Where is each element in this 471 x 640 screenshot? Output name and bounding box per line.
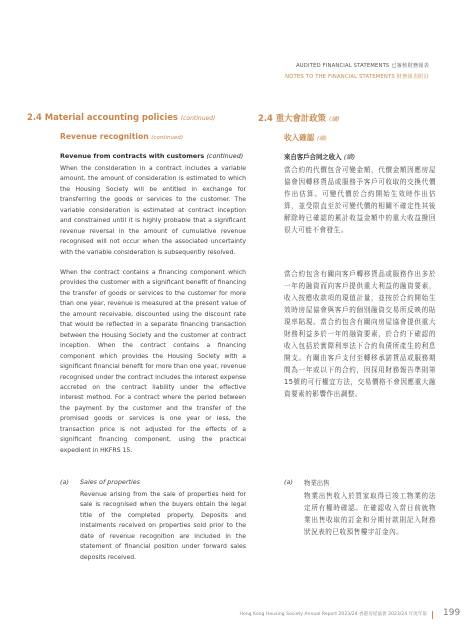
section-title-zh-suffix: (續): [328, 116, 340, 123]
topic-title-en-text: Revenue from contracts with customers: [60, 152, 205, 160]
subsection-title-zh-text: 收入確認: [284, 133, 315, 142]
topic-title-zh: [284, 152, 355, 161]
subsection-title-zh-suffix: (續): [317, 136, 327, 142]
paragraph-financing-component-zh: 當合約包含有關向客戶轉移貨品或服務作出多於一年的融資而向客戶提供重大利益的融資要素，收入按應收款項的現值計量，並按於合約開始生效時房屋協會與客戶的個別融資交易所反映的貼現率貼現。當合約包含有關向房屋協會提供重大財務利益多於一年的融資要素，於合約下確認的收入包括於實際利率法下合約負債所產生的利息開支。有關由客戶支付至轉移承諾貨品或服務期間為一年或以下的合約，因採用財務報告準則第15號的可行權宜方法，交易價格不會因應重大融資要素的影響作出調整。: [284, 270, 436, 399]
paragraph-variable-consideration-en: When the consideration in a contract includes a variable amount, the amount of consideration is estimated to which the Housing Society will be entitled in exchange for transferring the goods or services to the customer. The variable consideration is estimated at contract inception and constrained until it is highly probable that a significant revenue reversal in the amount of cumulative revenue recognised will not occur when the associated uncertainty with the variable consideration is subsequently resolved.: [60, 165, 246, 256]
item-title-sales-en: Sales of properties: [80, 478, 140, 486]
section-title-en-suffix: (continued): [180, 115, 216, 122]
section-title-zh-text: 2.4 重大會計政策: [258, 113, 327, 123]
running-header-audited: AUDITED FINANCIAL STATEMENTS 已審核財務報表: [296, 63, 429, 69]
paragraph-variable-consideration-zh: 當合約的代價包含可變金額，代價金額因應房屋協會因轉移貨品或服務予客戶可收取的交換代價作出估算。可變代價於合約開始生效時作出估算，並受限直至於可變代價的相關不確定性其後解除時已確認的累計收益金額中的重大收益撥回很大可能不會發生。: [284, 166, 436, 235]
topic-title-zh-suffix: (續): [343, 153, 356, 161]
section-title-zh: [258, 112, 340, 124]
page-number: 199: [443, 608, 461, 618]
section-title-en: [27, 112, 215, 122]
subsection-title-zh: [284, 132, 327, 143]
topic-title-zh-text: 來自客戶合同之收入: [284, 153, 342, 161]
section-title-en-text: 2.4 Material accounting policies: [27, 112, 178, 122]
paragraph-sales-of-properties-zh: 物業出售收入於買家取得已竣工物業的法定所有權時確認。在確認收入當日前就物業出售收取的訂金和分期付款則記入財務狀況表的已收預售樓宇訂金內。: [304, 492, 436, 537]
subsection-title-en-suffix: (continued): [151, 135, 183, 141]
topic-title-en-suffix: (continued): [206, 152, 244, 160]
paragraph-sales-of-properties-en: Revenue arising from the sale of properties held for sale is recognised when the buyers obtain the legal title of the completed property. Deposits and instalments received on properties sold prior to the date of revenue recognition are included in the statement of financial position under forward sales deposits received.: [80, 491, 246, 561]
subsection-title-en-text: Revenue recognition: [60, 132, 149, 141]
running-header-notes: NOTES TO THE FINANCIAL STATEMENTS 財務報表附註: [285, 74, 429, 80]
item-label-a-zh: (a): [284, 478, 293, 486]
topic-title-en: [60, 152, 243, 160]
subsection-title-en: [60, 132, 183, 141]
footer-divider: [432, 611, 433, 619]
paragraph-financing-component-en: When the contract contains a financing component which provides the customer with a significant benefit of financing the transfer of goods or services to the customer for more than one year, revenue is measured at the present value of the amount receivable, discounted using the discount rate that would be reflected in a separate financing transaction between the Housing Society and the customer at contract inception. When the contract contains a financing component which provides the Housing Society with a significant financial benefit for more than one year, revenue recognised under the contract includes the interest expense accreted on the contract liability under the effective interest method. For a contract where the period between the payment by the customer and the transfer of the promised goods or services is one year or less, the transaction price is not adjusted for the effects of a significant financing component, using the practical expedient in HKFRS 15.: [60, 269, 246, 454]
footer-report-title: Hong Kong Housing Society Annual Report 2023/24 香港房屋協會 2023/24 年度年報: [239, 612, 427, 617]
item-label-a-en: (a): [60, 478, 69, 486]
item-title-sales-zh: 物業出售: [304, 479, 330, 487]
